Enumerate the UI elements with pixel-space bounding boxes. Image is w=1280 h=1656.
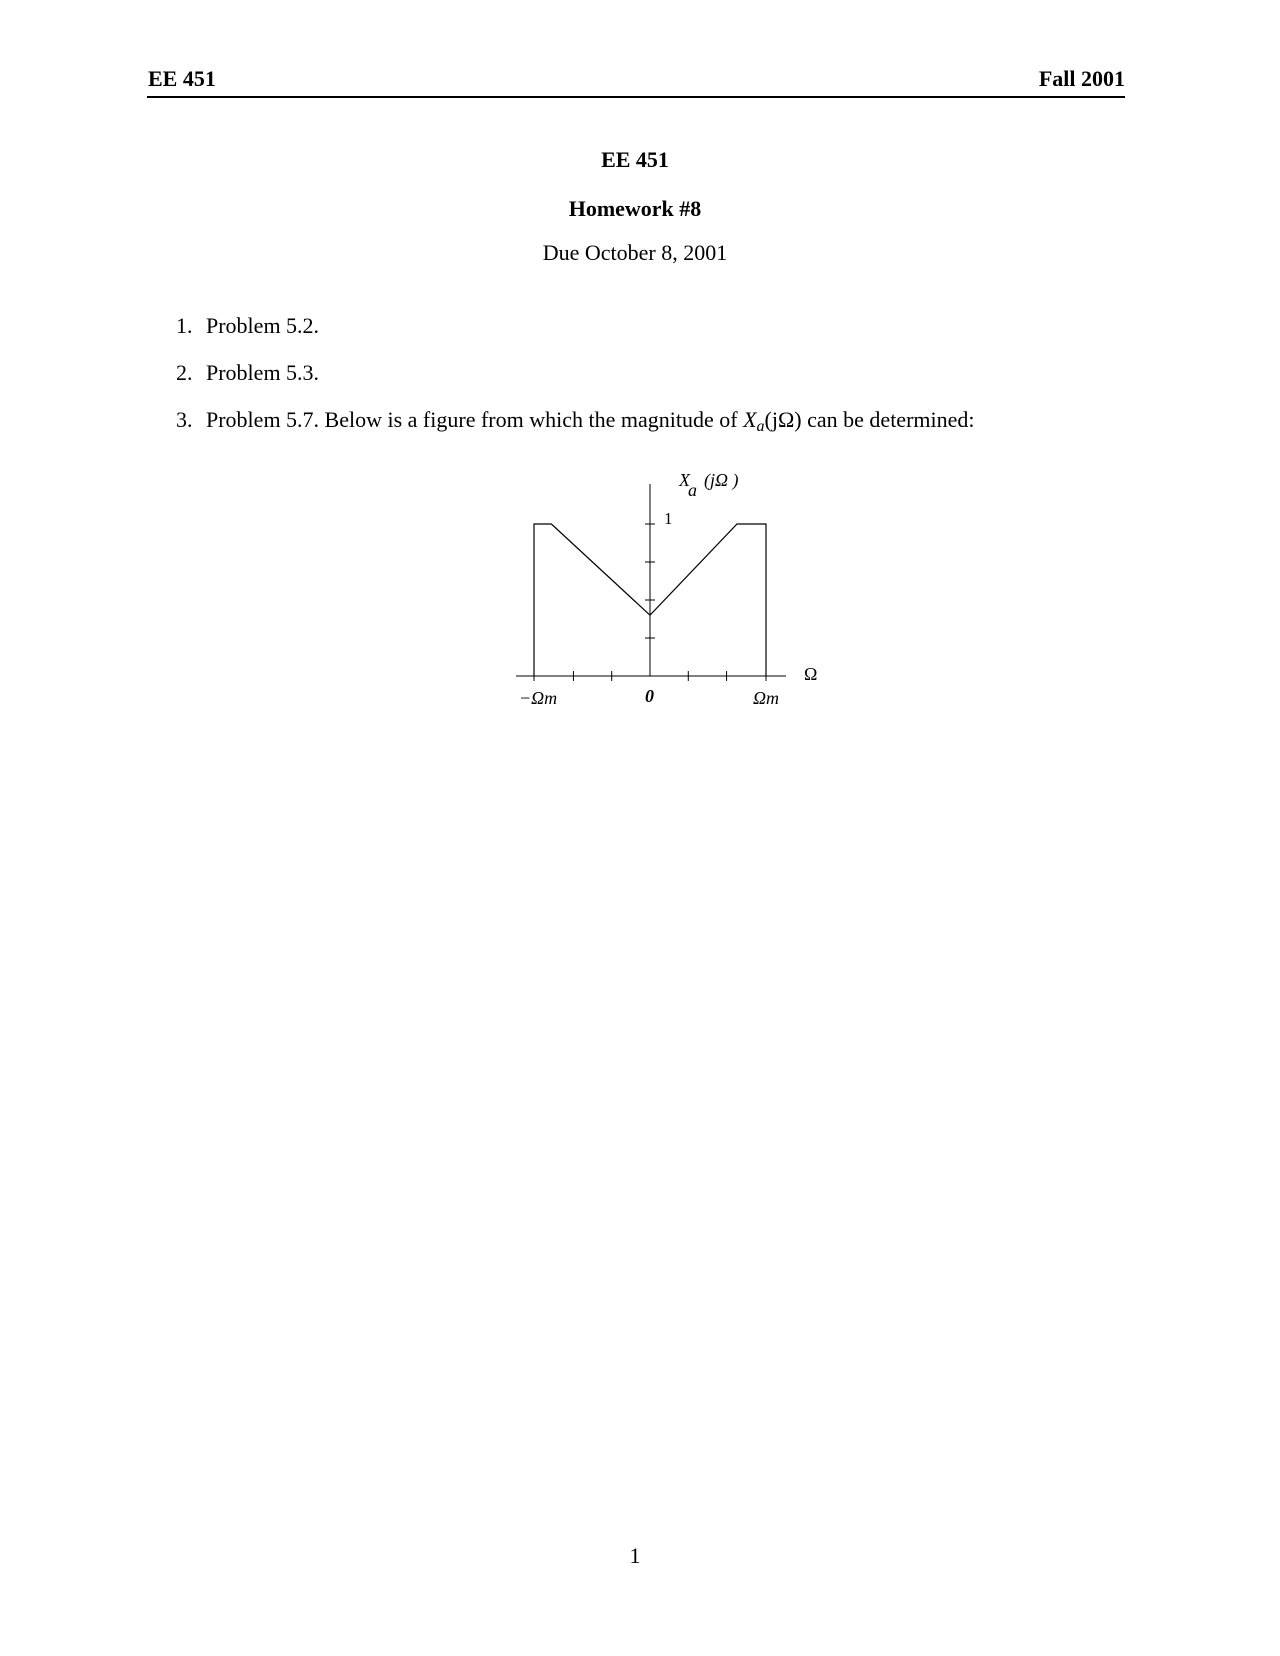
header-term-label: Fall 2001: [1038, 66, 1125, 91]
problem-item-2: [176, 360, 319, 386]
header-course-label: EE 451: [148, 66, 216, 91]
x-axis-label: Ω: [804, 664, 818, 684]
math-subscript: a: [756, 418, 765, 435]
x-tick-label-zero: 0: [645, 686, 654, 706]
problem-number: 3.: [176, 407, 193, 432]
page-number: 1: [629, 1543, 641, 1568]
x-axis-ticks: [534, 671, 766, 681]
math-variable: X: [743, 407, 757, 432]
problem-text-before: Problem 5.7. Below is a figure from which the magnitude of: [206, 407, 744, 432]
problem-text-after: can be determined:: [801, 407, 975, 432]
y-axis-label-main: X: [679, 470, 690, 490]
x-tick-label-neg: −Ωm: [519, 688, 558, 708]
problem-item-1: [176, 313, 319, 339]
homework-title: Homework #8: [568, 196, 702, 221]
problem-text: Problem 5.2.: [206, 313, 320, 338]
header-rule: [147, 96, 1125, 98]
problem-number: 2.: [176, 360, 193, 385]
y-axis-label-arg: (jΩ ): [704, 470, 739, 490]
problem-text: Problem 5.3.: [206, 360, 320, 385]
due-date: Due October 8, 2001: [542, 240, 728, 265]
y-axis-label-sub: a: [688, 480, 697, 500]
problem-item-3: [176, 407, 975, 436]
x-tick-label-pos: Ωm: [753, 688, 780, 708]
y-tick-label-one: 1: [664, 509, 673, 528]
problem-number: 1.: [176, 313, 193, 338]
spectrum-magnitude-curve: [534, 524, 766, 676]
y-axis-ticks: [645, 524, 655, 638]
math-argument: (jΩ): [764, 407, 802, 432]
course-title: EE 451: [601, 147, 669, 172]
